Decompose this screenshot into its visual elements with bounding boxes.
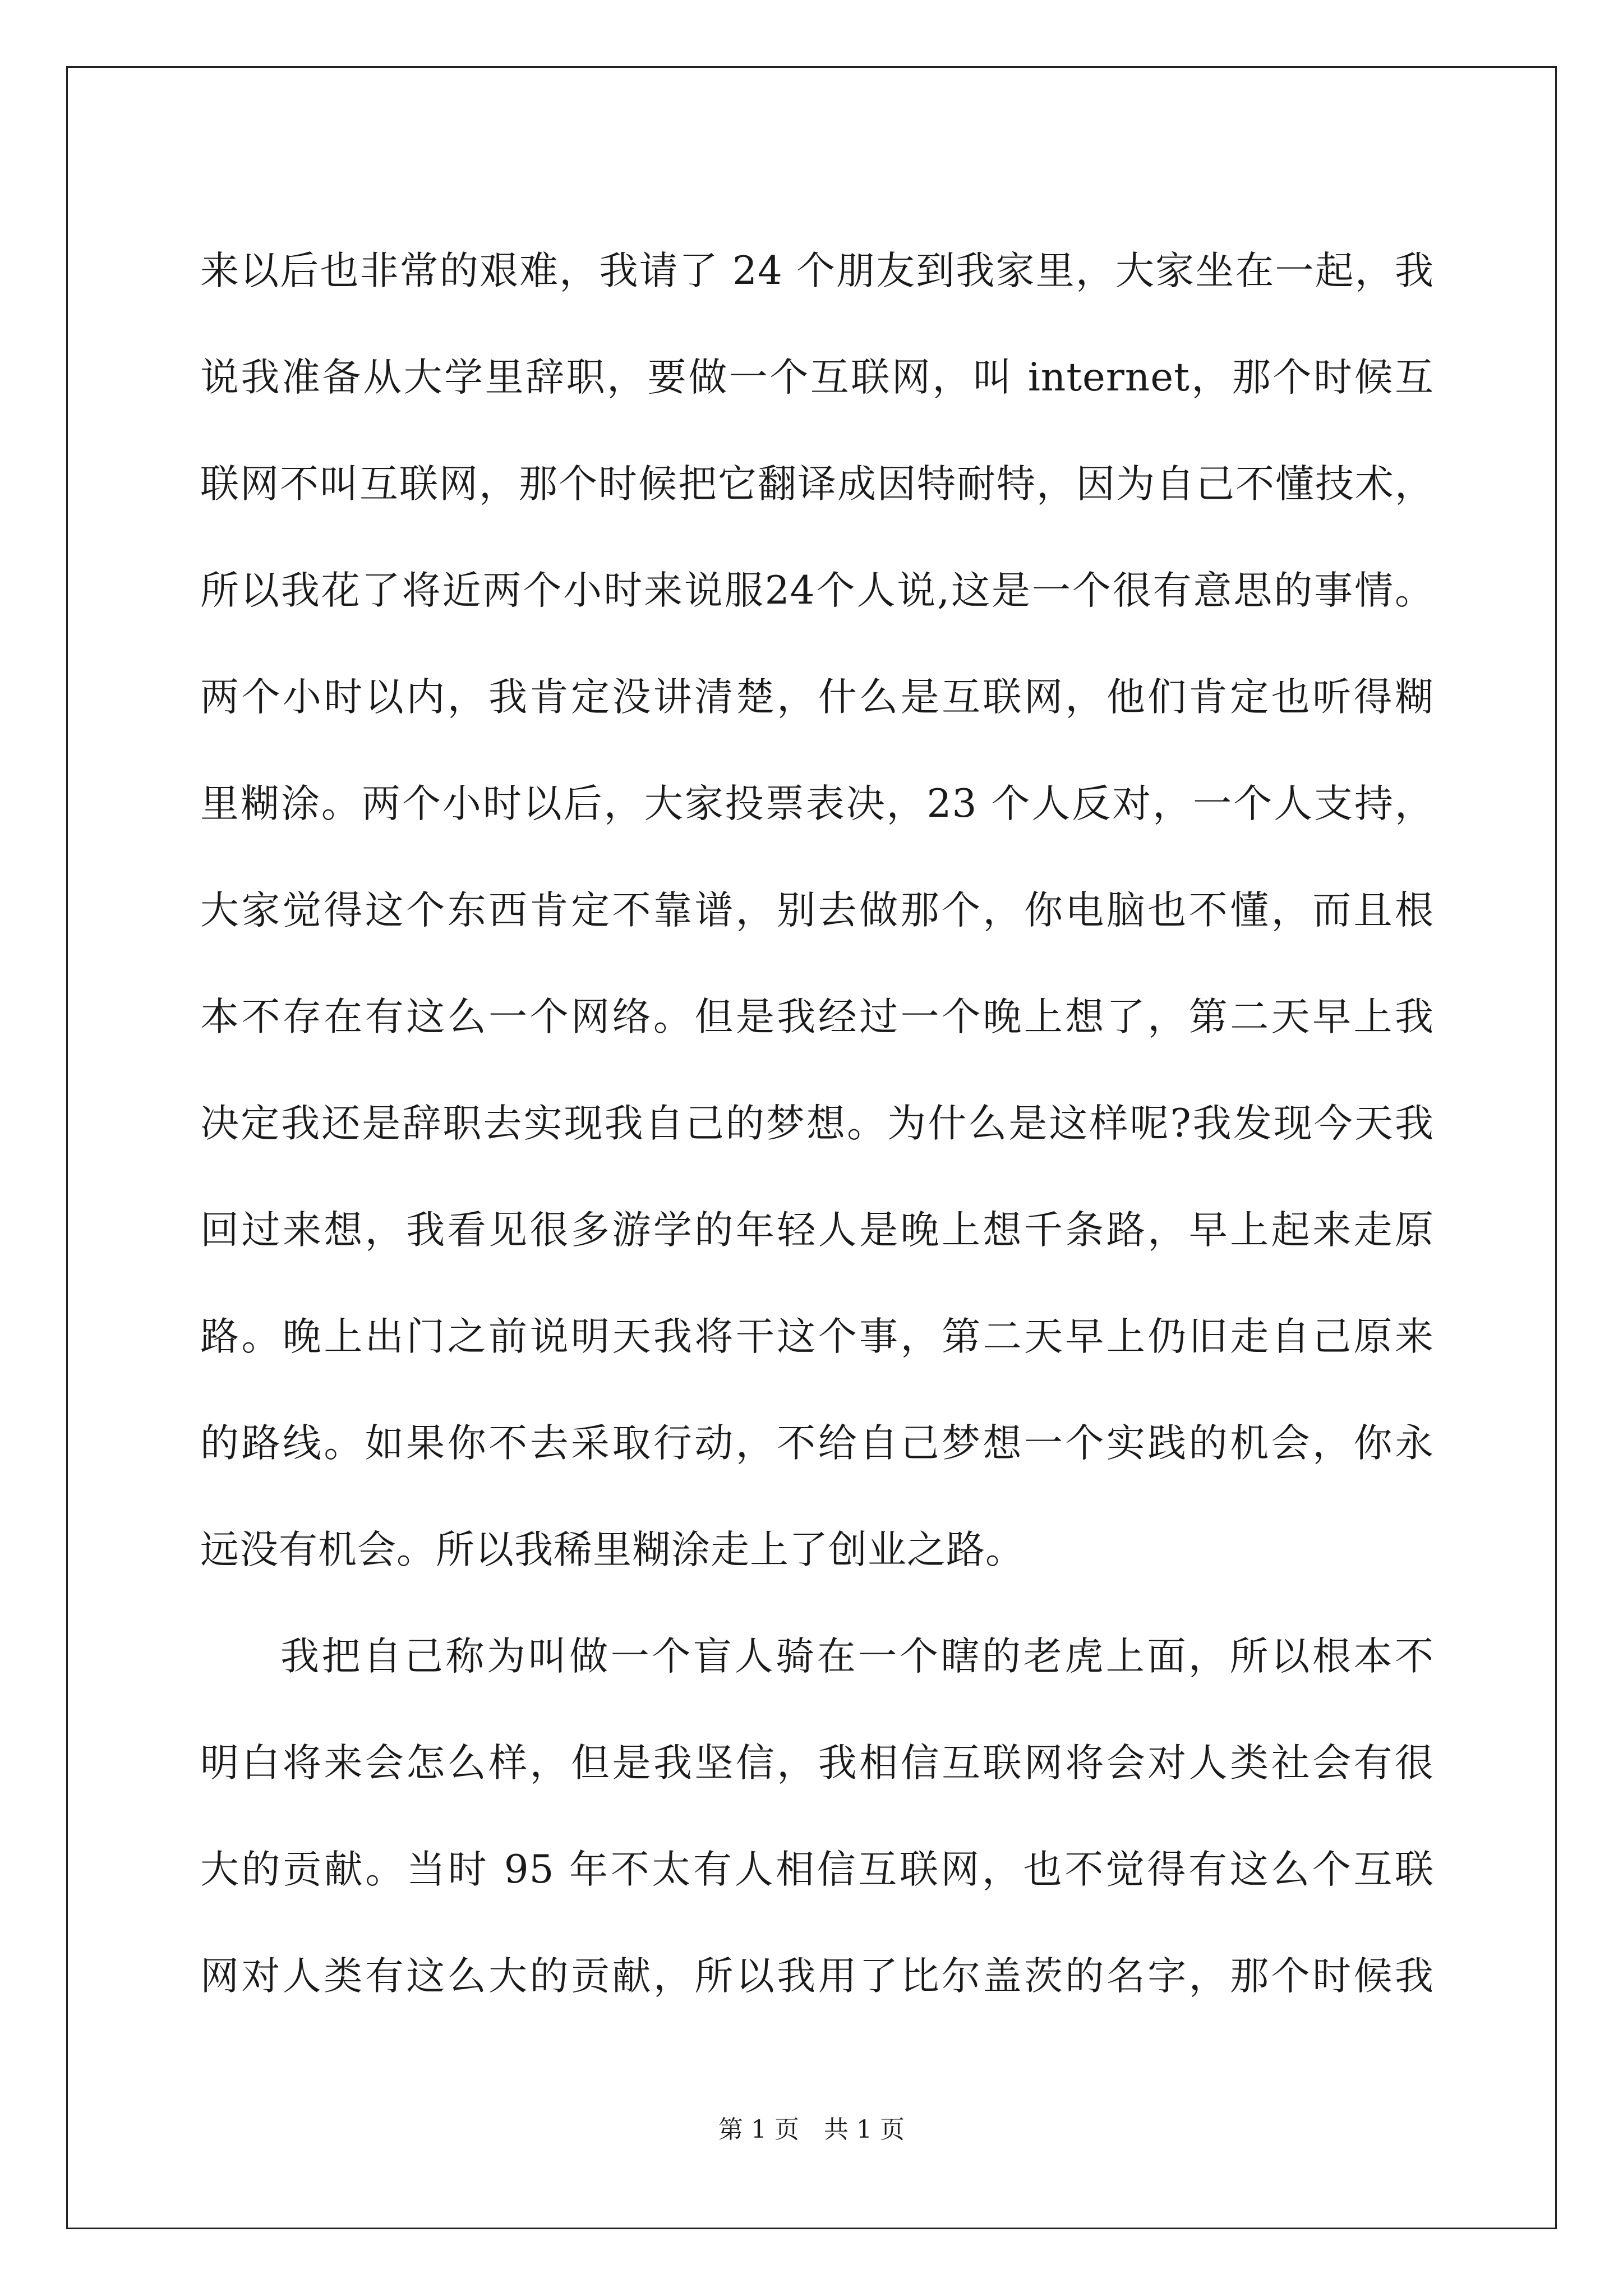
text-line: 我把自己称为叫做一个盲人骑在一个瞎的老虎上面，所以根本不 [280, 1634, 1434, 1679]
text-line: 大家觉得这个东西肯定不靠谱，别去做那个，你电脑也不懂，而且根 [200, 888, 1434, 933]
text-line: 路。晚上出门之前说明天我将干这个事，第二天早上仍旧走自己原来 [200, 1314, 1434, 1359]
text-line: 明白将来会怎么样，但是我坚信，我相信互联网将会对人类社会有很 [200, 1741, 1434, 1786]
document-body [200, 218, 1434, 2030]
text-line: 大的贡献。当时 95 年不太有人相信互联网，也不觉得有这么个互联 [200, 1847, 1434, 1892]
text-line: 联网不叫互联网，那个时候把它翻译成因特耐特，因为自己不懂技术， [200, 462, 1434, 507]
text-line: 里糊涂。两个小时以后，大家投票表决，23 个人反对，一个人支持， [200, 781, 1434, 826]
text-line: 所以我花了将近两个小时来说服24个人说,这是一个很有意思的事情。 [200, 568, 1434, 613]
text-line: 远没有机会。所以我稀里糊涂走上了创业之路。 [200, 1527, 1025, 1572]
text-line: 两个小时以内，我肯定没讲清楚，什么是互联网，他们肯定也听得糊 [200, 675, 1434, 720]
text-line: 网对人类有这么大的贡献，所以我用了比尔盖茨的名字，那个时候我 [200, 1954, 1434, 1999]
text-line: 的路线。如果你不去采取行动，不给自己梦想一个实践的机会，你永 [200, 1421, 1434, 1466]
text-line: 本不存在有这么一个网络。但是我经过一个晚上想了，第二天早上我 [200, 995, 1434, 1039]
page-number-footer: 第 1 页 共 1 页 [718, 2115, 905, 2144]
text-line: 决定我还是辞职去实现我自己的梦想。为什么是这样呢?我发现今天我 [200, 1101, 1434, 1146]
text-line: 回过来想，我看见很多游学的年轻人是晚上想千条路，早上起来走原 [200, 1208, 1434, 1253]
text-line: 来以后也非常的艰难，我请了 24 个朋友到我家里，大家坐在一起，我 [200, 249, 1434, 293]
text-line: 说我准备从大学里辞职，要做一个互联网，叫 internet，那个时候互 [200, 355, 1434, 400]
